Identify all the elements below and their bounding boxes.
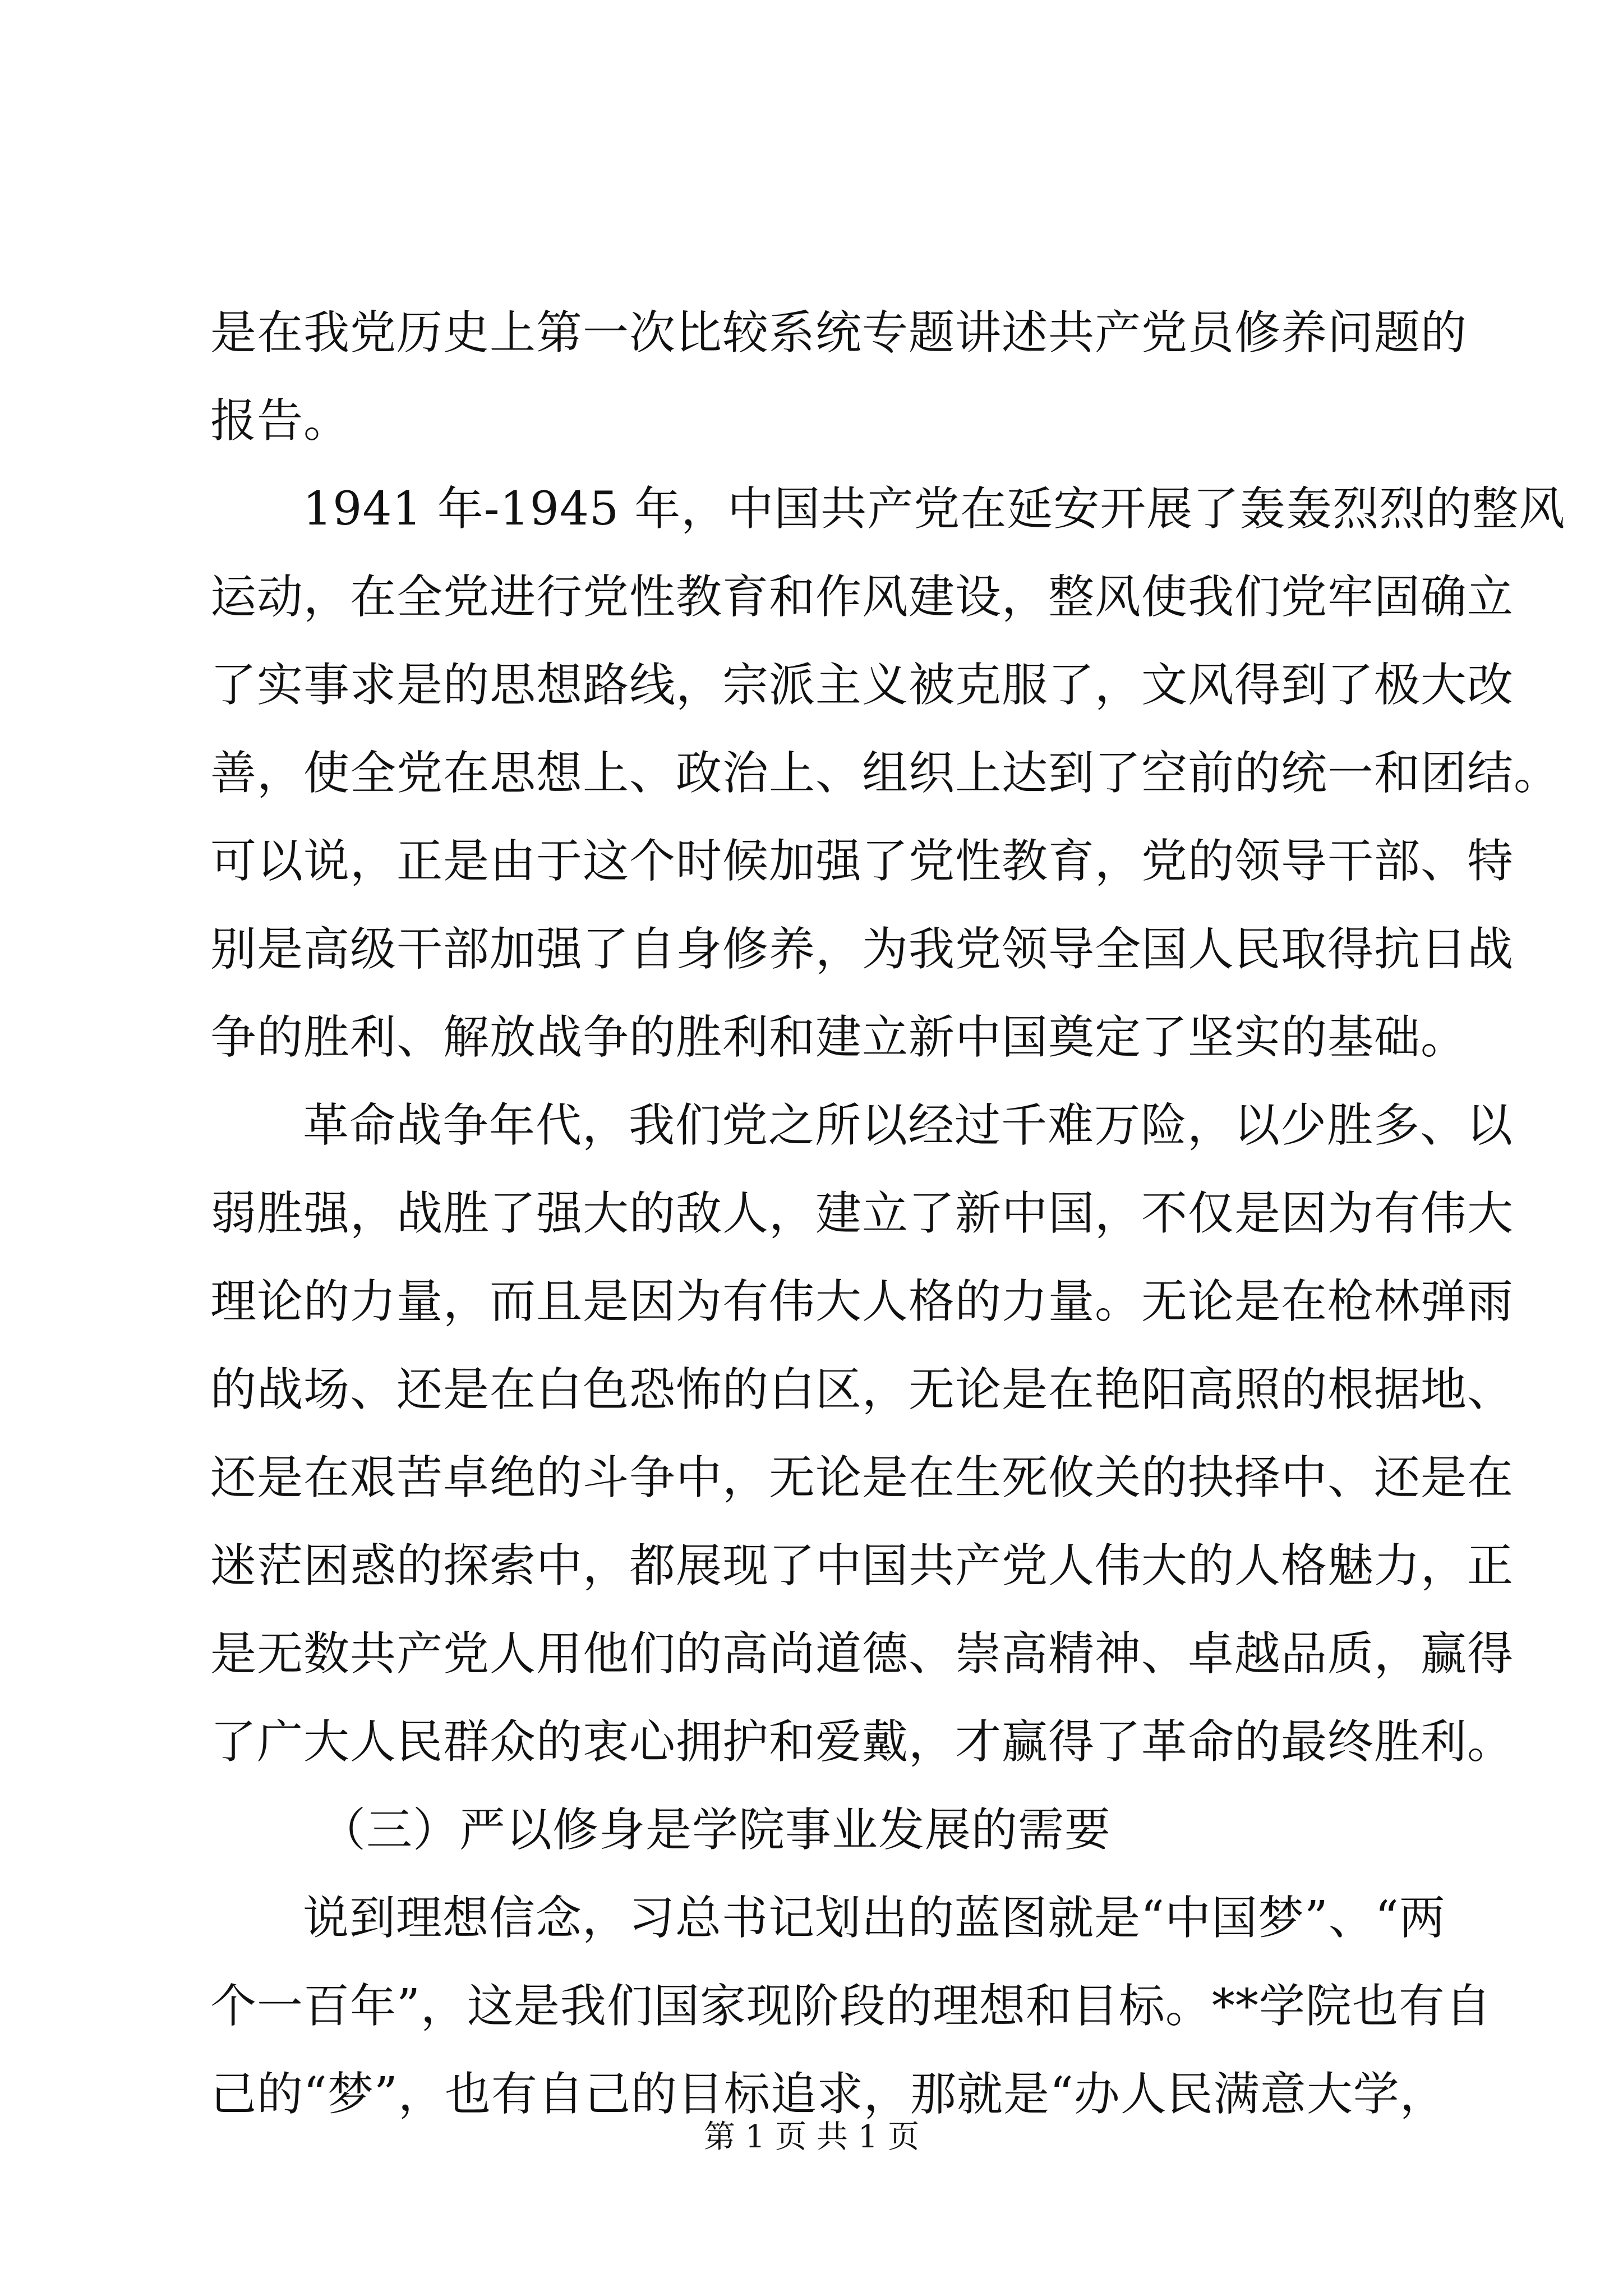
text-line: 争的胜利、解放战争的胜利和建立新中国奠定了坚实的基础。: [210, 1011, 1468, 1064]
text-line: 己的“梦”，也有自己的目标追求，那就是“办人民满意大学，: [210, 2068, 1446, 2121]
paragraph-first-line: 说到理想信念，习总书记划出的蓝图就是“中国梦”、“两: [303, 1892, 1446, 1945]
text-line: 是无数共产党人用他们的高尚道德、崇高精神、卓越品质，赢得: [210, 1627, 1514, 1681]
text-line: 报告。: [210, 394, 351, 448]
text-line: 弱胜强，战胜了强大的敌人，建立了新中国，不仅是因为有伟大: [210, 1187, 1514, 1240]
section-heading: （三）严以修身是学院事业发展的需要: [320, 1803, 1112, 1857]
text-line: 了广大人民群众的衷心拥护和爱戴，才赢得了革命的最终胜利。: [210, 1715, 1514, 1769]
text-line: 是在我党历史上第一次比较系统专题讲述共产党员修养问题的: [210, 306, 1468, 360]
text-line: 理论的力量，而且是因为有伟大人格的力量。无论是在枪林弹雨: [210, 1275, 1514, 1328]
text-line: 运动，在全党进行党性教育和作风建设，整风使我们党牢固确立: [210, 570, 1514, 624]
text-line: 别是高级干部加强了自身修养，为我党领导全国人民取得抗日战: [210, 923, 1514, 976]
text-line: 善，使全党在思想上、政治上、组织上达到了空前的统一和团结。: [210, 747, 1561, 800]
text-line: 可以说，正是由于这个时候加强了党性教育，党的领导干部、特: [210, 835, 1514, 888]
paragraph-first-line: 革命战争年代，我们党之所以经过千难万险，以少胜多、以: [303, 1099, 1514, 1152]
text-line: 的战场、还是在白色恐怖的白区，无论是在艳阳高照的根据地、: [210, 1363, 1514, 1416]
text-line: 还是在艰苦卓绝的斗争中，无论是在生死攸关的抉择中、还是在: [210, 1451, 1514, 1504]
page-number-label: 第 1 页 共 1 页: [703, 2119, 920, 2155]
body-text: [210, 289, 1566, 2138]
text-line: 了实事求是的思想路线，宗派主义被克服了，文风得到了极大改: [210, 659, 1514, 712]
text-line: 个一百年”，这是我们国家现阶段的理想和目标。**学院也有自: [210, 1980, 1492, 2033]
paragraph-first-line: 1941 年-1945 年，中国共产党在延安开展了轰轰烈烈的整风: [303, 482, 1566, 536]
text-line: 迷茫困惑的探索中，都展现了中国共产党人伟大的人格魅力，正: [210, 1539, 1514, 1593]
page-footer: [0, 2115, 1623, 2160]
